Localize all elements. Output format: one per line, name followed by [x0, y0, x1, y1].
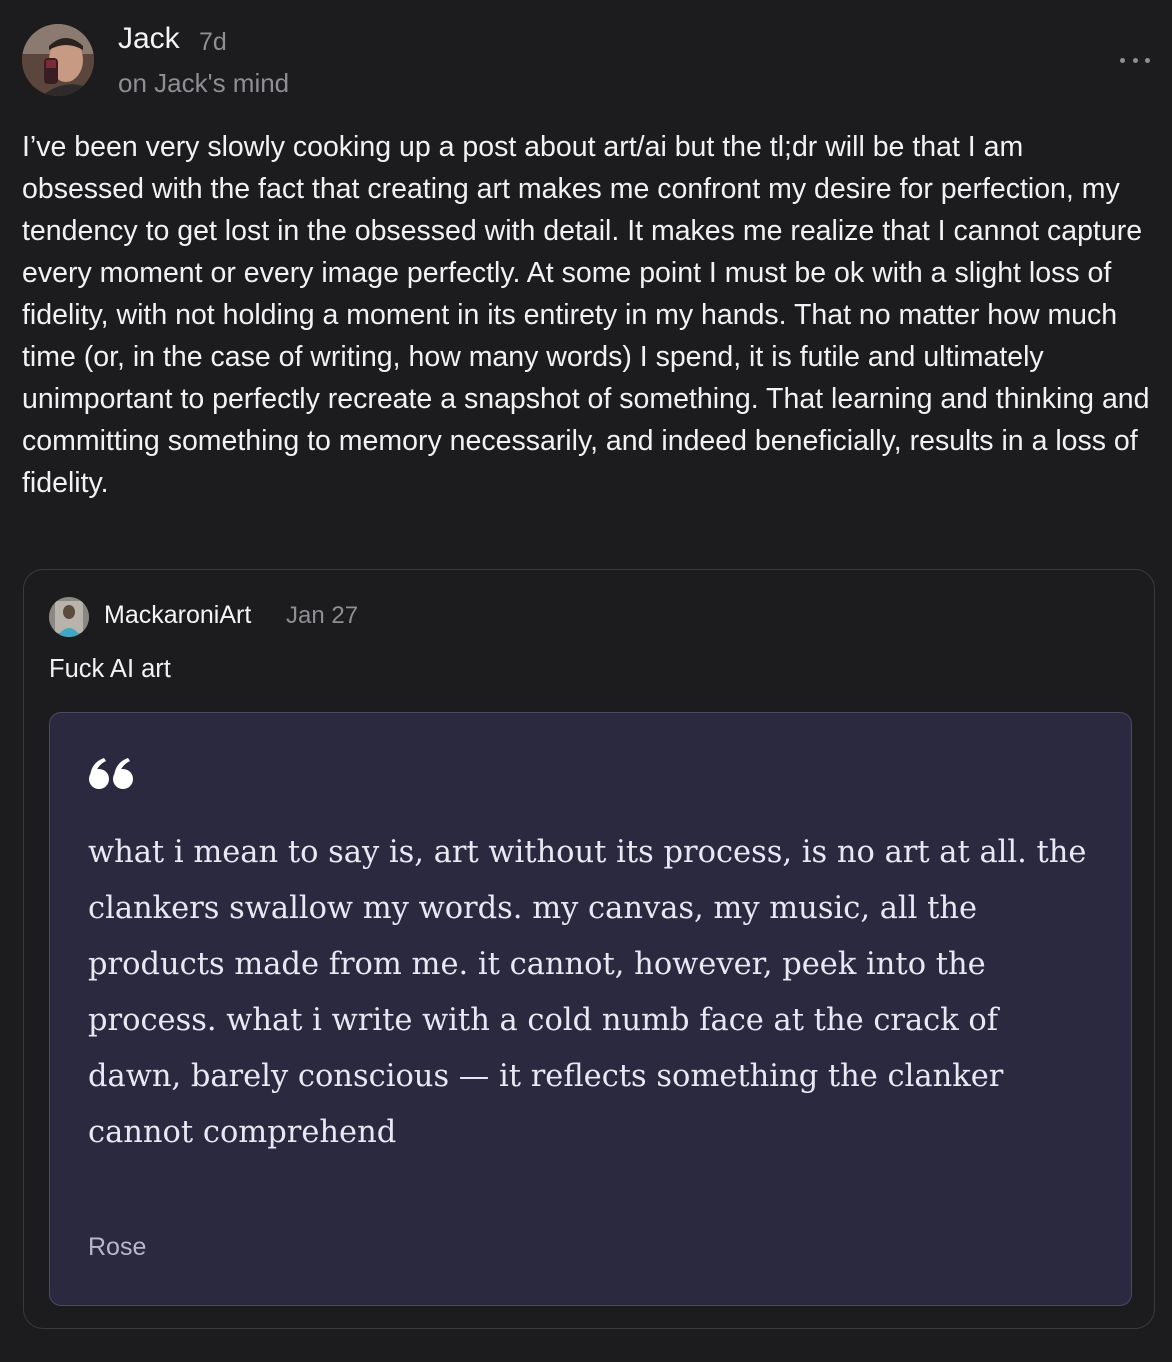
post-body: I’ve been very slowly cooking up a post about art/ai but the tl;dr will be that I am obsessed with the fact that creating art makes me confront my desire for perfection, my tendency to get lost in the obsessed with detail. It makes me realize that I cannot capture every moment or every image perfectly. At some point I must be ok with a slight loss of fidelity, with not holding a moment in its entirety in my hands. That no matter how much time (or, in the case of writing, how many words) I spend, it is futile and ultimately unimportant to perfectly recreate a snapshot of something. That learning and thinking and committing something to memory necessarily, and indeed beneficially, results in a loss of fidelity.: [22, 131, 1150, 499]
dot: [1120, 58, 1125, 63]
restack-avatar-image: [49, 597, 89, 637]
quote-text: what i mean to say is, art without its process, is no art at all. the clankers swallow my words. my canvas, my music, all the products made from me. it cannot, however, peek into the process. what i write with a cold numb face at the crack of dawn, barely conscious — it reflects something the clanker cannot comprehend: [88, 835, 1087, 1150]
ellipsis-icon[interactable]: [1120, 48, 1150, 72]
restack-date: Jan 27: [286, 602, 359, 629]
restack-text: Fuck AI art: [49, 655, 171, 683]
restack-author-avatar[interactable]: [49, 597, 89, 637]
dot: [1133, 58, 1138, 63]
quote-card[interactable]: [49, 712, 1132, 1306]
quote-icon: [88, 757, 136, 796]
dot: [1145, 58, 1150, 63]
publication-link[interactable]: on Jack's mind: [118, 68, 290, 98]
author-name[interactable]: Jack: [118, 22, 180, 55]
author-avatar-image: [22, 24, 94, 96]
restacked-note-card[interactable]: [23, 569, 1155, 1329]
quote-author: Rose: [88, 1233, 147, 1261]
post-timestamp: 7d: [199, 28, 227, 56]
author-avatar[interactable]: [22, 24, 94, 96]
restack-author-name[interactable]: MackaroniArt: [104, 601, 252, 629]
